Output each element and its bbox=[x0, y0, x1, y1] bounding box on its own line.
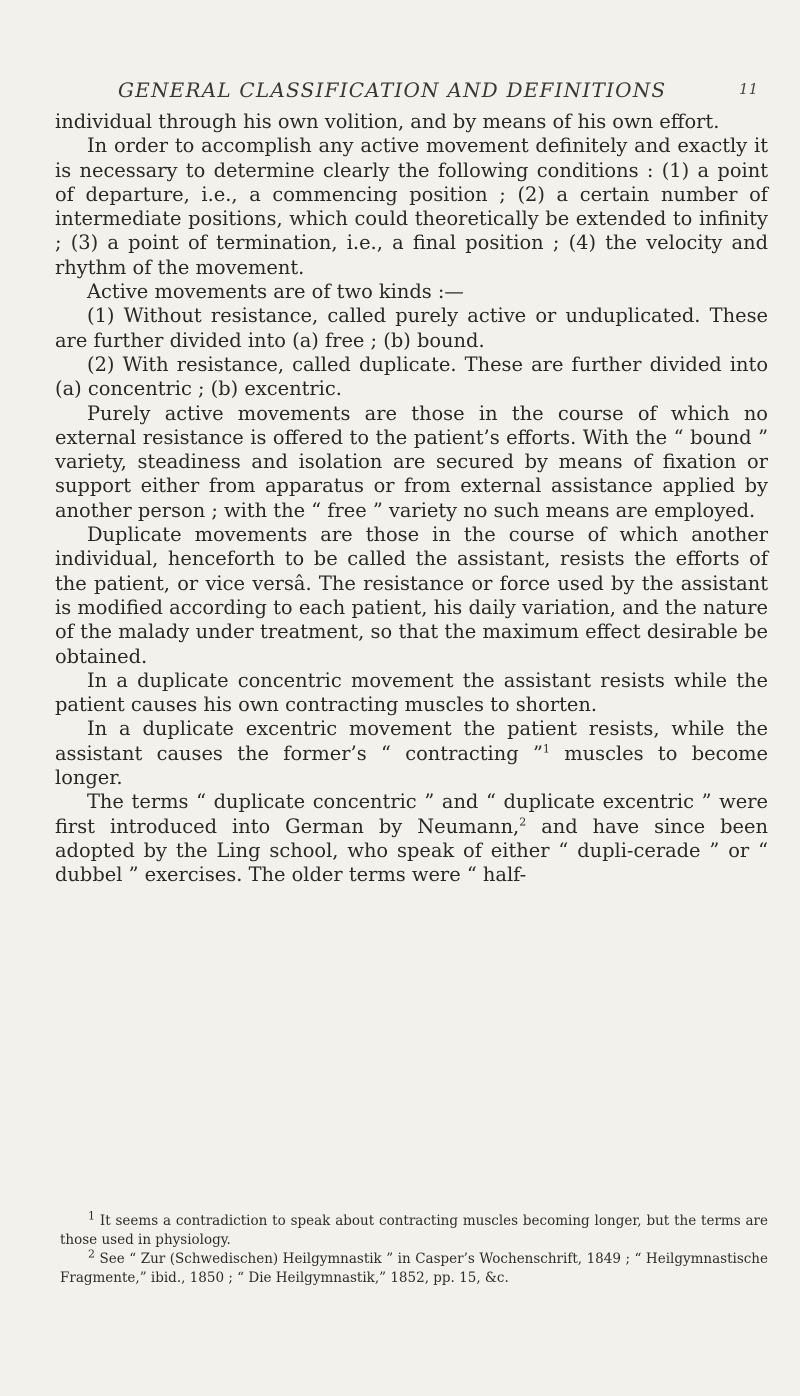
page-header bbox=[118, 78, 758, 106]
paragraph-10-text-b: and have since been adopted by the Ling school, who speak of either “ dupli-cerade ” or “ dubbel ” exercises. The older terms were “ half- bbox=[55, 814, 768, 887]
paragraph-10 bbox=[55, 790, 768, 887]
footnote-1-text: It seems a contradiction to speak about contracting muscles becoming longer, but the terms are those used in physiology. bbox=[60, 1213, 768, 1248]
footnote-ref-1: 1 bbox=[542, 742, 550, 756]
footnote-ref-2: 2 bbox=[519, 815, 527, 829]
paragraph-9 bbox=[55, 717, 768, 790]
paragraph-4: (1) Without resistance, called purely active or unduplicated. These are further divided into (a) free ; (b) bound. bbox=[55, 304, 768, 352]
body-text bbox=[55, 110, 768, 888]
paragraph-6: Purely active movements are those in the course of which no external resistance is offered to the patient’s efforts. With the “ bound ” variety, steadiness and isolation are secured by means of fixation or support either from apparatus or from external assistance applied by another person ; with the “ free ” variety no such means are employed. bbox=[55, 401, 768, 522]
paragraph-5: (2) With resistance, called duplicate. These are further divided into (a) concentric ; (b) excentric. bbox=[55, 352, 768, 401]
footnote-2-text: See “ Zur (Schwedischen) Heilgymnastik ” in Casper’s Wochenschrift, 1849 ; “ Heilgymnastische Fragmente,” ibid., 1850 ; “ Die Heilgymnastik,” 1852, pp. 15, &c. bbox=[60, 1251, 768, 1286]
footnote-2-mark: 2 bbox=[88, 1247, 95, 1261]
paragraph-1: individual through his own volition, and by means of his own effort. bbox=[55, 110, 720, 133]
footnote-2 bbox=[60, 1247, 768, 1288]
running-head: GENERAL CLASSIFICATION AND DEFINITIONS bbox=[118, 78, 667, 102]
paragraph-3: Active movements are of two kinds :— bbox=[87, 280, 464, 304]
paragraph-8: In a duplicate concentric movement the assistant resists while the patient causes his own contracting muscles to shorten. bbox=[55, 668, 768, 717]
paragraph-2: In order to accomplish any active movement definitely and exactly it is necessary to determine clearly the following conditions : (1) a point of departure, i.e., a commencing position ; (2) a certain number of intermediate positions, which could theoretically be extended to infinity ; (3) a point of termination, i.e., a final position ; (4) the velocity and rhythm of the movement. bbox=[55, 134, 768, 279]
paragraph-7: Duplicate movements are those in the course of which another individual, henceforth to be called the assistant, resists the efforts of the patient, or vice versâ. The resistance or force used by the assistant is modified according to each patient, his daily variation, and the nature of the malady under treatment, so that the maximum effect desirable be obtained. bbox=[55, 523, 768, 668]
footnote-1 bbox=[60, 1209, 768, 1250]
paragraph-9-text-b: muscles to become longer. bbox=[55, 741, 768, 790]
paragraph-10-text-a: The terms “ duplicate concentric ” and “ duplicate excentric ” were first introduced into German by Neumann, bbox=[55, 790, 768, 838]
footnotes bbox=[60, 1209, 768, 1288]
page-number: 11 bbox=[738, 80, 758, 98]
paragraph-9-text-a: In a duplicate excentric movement the patient resists, while the assistant causes the former’s “ contracting ” bbox=[55, 717, 768, 765]
footnote-1-mark: 1 bbox=[88, 1209, 95, 1223]
